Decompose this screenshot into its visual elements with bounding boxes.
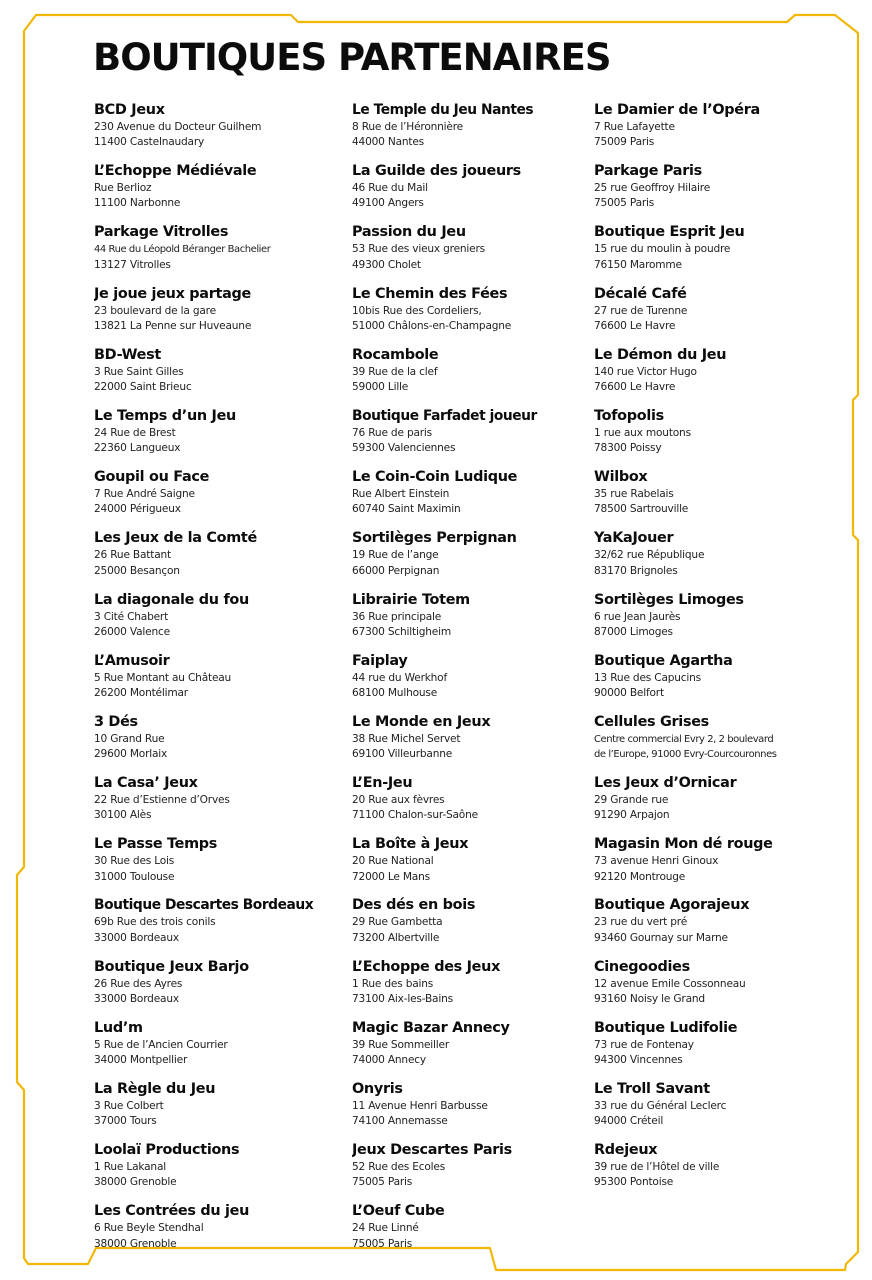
shop-entry (594, 591, 844, 652)
shop-address-street: Rue Berlioz (94, 182, 152, 195)
shop-entry (594, 346, 844, 407)
shop-address-street: 24 Rue Linné (352, 1222, 419, 1235)
shop-name: YaKaJouer (594, 530, 674, 547)
shop-name: Le Temps d’un Jeu (94, 407, 237, 424)
shop-entry (352, 835, 584, 896)
shop-entry (94, 591, 340, 652)
shop-name: Le Passe Temps (94, 836, 218, 853)
shop-address-street: 8 Rue de l’Héronnière (352, 121, 463, 133)
shop-address-street: 52 Rue des Ecoles (352, 1161, 446, 1174)
shop-entry (94, 713, 340, 774)
shop-address-street: 7 Rue Lafayette (594, 121, 675, 133)
shop-address-city: 11400 Castelnaudary (94, 136, 205, 149)
shop-address-street: 73 avenue Henri Ginoux (594, 855, 719, 868)
shop-name: Décalé Café (594, 285, 687, 302)
shop-entry (352, 1202, 584, 1263)
shop-entry (594, 223, 844, 284)
shop-address-city: de l’Europe, 91000 Evry-Courcouronnes (594, 749, 777, 761)
shop-address-city: 94000 Créteil (594, 1115, 664, 1128)
shop-address-street: 3 Cité Chabert (94, 610, 169, 623)
shop-address-street: 76 Rue de paris (352, 426, 432, 439)
shop-address-city: 26000 Valence (94, 625, 170, 638)
shop-entry (352, 958, 584, 1019)
shop-address-street: 15 rue du moulin à poudre (594, 243, 731, 256)
shop-name: La Règle du Jeu (94, 1081, 216, 1097)
shop-column-1 (94, 101, 340, 1264)
shop-address-city: 76600 Le Havre (594, 319, 676, 332)
shop-name: Boutique Jeux Barjo (94, 958, 249, 975)
shop-address-city: 92120 Montrouge (594, 870, 686, 883)
shop-address-street: 7 Rue André Saigne (94, 488, 195, 501)
shop-entry (594, 1080, 844, 1141)
shop-name: Tofopolis (594, 407, 664, 424)
shop-address-city: 49100 Angers (352, 197, 424, 210)
shop-address-street: 29 Grande rue (594, 794, 669, 807)
shop-address-city: 91290 Arpajon (594, 809, 670, 822)
shop-name: Boutique Farfadet joueur (352, 407, 537, 424)
shop-entry (94, 346, 340, 407)
shop-name: L’En-Jeu (352, 775, 413, 792)
shop-entry (94, 1080, 340, 1141)
shop-address-street: 13 Rue des Capucins (594, 671, 701, 684)
shop-address-street: 69b Rue des trois conils (94, 916, 216, 929)
shop-name: Sortilèges Perpignan (352, 530, 517, 547)
shop-entry (352, 1080, 584, 1141)
shop-address-city: 73200 Albertville (352, 931, 440, 944)
shop-name: Wilbox (594, 469, 648, 486)
shop-address-city: 60740 Saint Maximin (352, 503, 461, 516)
shop-address-street: 3 Rue Colbert (94, 1100, 164, 1112)
shop-address-street: 5 Rue Montant au Château (94, 671, 232, 684)
shop-address-city: 13821 La Penne sur Huveaune (94, 319, 252, 332)
shop-name: Goupil ou Face (94, 469, 210, 486)
shop-address-city: 59000 Lille (352, 381, 409, 394)
shop-name: Jeux Descartes Paris (352, 1142, 512, 1159)
shop-name: L’Echoppe Médiévale (94, 163, 257, 180)
shop-address-street: 44 rue du Werkhof (352, 671, 447, 684)
shop-name: Les Contrées du jeu (94, 1203, 250, 1220)
shop-address-city: 90000 Belfort (594, 686, 664, 699)
shop-address-street: 10 Grand Rue (94, 732, 165, 745)
shop-name: Boutique Ludifolie (594, 1019, 738, 1036)
shop-entry (94, 162, 340, 223)
shop-entry (94, 1141, 340, 1202)
shop-address-city: 31000 Toulouse (94, 870, 175, 883)
shop-name: Je joue jeux partage (94, 285, 251, 302)
shop-address-street: 20 Rue aux fèvres (352, 794, 445, 807)
shop-entry (594, 101, 844, 162)
shop-entry (94, 774, 340, 835)
shop-address-city: 75005 Paris (352, 1176, 413, 1189)
shop-entry (352, 591, 584, 652)
shop-name: Le Monde en Jeux (352, 713, 491, 730)
shop-address-city: 93460 Gournay sur Marne (594, 931, 728, 944)
shop-name: Lud’m (94, 1019, 143, 1036)
shop-entry (594, 713, 844, 774)
shop-address-street: 25 rue Geoffroy Hilaire (594, 182, 711, 195)
shop-entry (594, 835, 844, 896)
shop-entry (594, 1141, 844, 1202)
shop-address-city: 78300 Poissy (594, 442, 662, 455)
shop-entry (94, 652, 340, 713)
shop-entry (94, 285, 340, 346)
shop-name: L’Amusoir (94, 652, 170, 669)
shop-entry (352, 285, 584, 346)
shop-address-street: 23 rue du vert pré (594, 916, 688, 929)
shop-entry (94, 468, 340, 529)
shop-address-city: 93160 Noisy le Grand (594, 992, 705, 1005)
shop-name: Boutique Agartha (594, 652, 733, 669)
shop-entry (594, 285, 844, 346)
shop-address-city: 87000 Limoges (594, 625, 673, 638)
shop-address-city: 24000 Périgueux (94, 503, 181, 516)
shop-address-city: 37000 Tours (94, 1115, 157, 1128)
shop-address-city: 59300 Valenciennes (352, 442, 456, 455)
shop-address-street: 3 Rue Saint Gilles (94, 365, 184, 378)
shop-name: Boutique Agorajeux (594, 897, 750, 914)
shop-address-street: 44 Rue du Léopold Béranger Bachelier (94, 244, 271, 256)
shop-address-street: 20 Rue National (352, 855, 434, 868)
shop-name: L’Oeuf Cube (352, 1203, 445, 1220)
shop-address-street: 33 rue du Général Leclerc (594, 1100, 727, 1112)
shop-address-city: 49300 Cholet (352, 258, 421, 271)
shop-entry (94, 407, 340, 468)
shop-address-street: 22 Rue d’Estienne d’Orves (94, 794, 230, 807)
shop-address-street: 39 rue de l’Hôtel de ville (594, 1161, 720, 1174)
shop-entry (352, 774, 584, 835)
shop-name: Faiplay (352, 652, 408, 669)
shop-entry (94, 1019, 340, 1080)
shop-address-city: 78500 Sartrouville (594, 503, 689, 516)
shop-entry (94, 223, 340, 284)
shop-name: L’Echoppe des Jeux (352, 958, 501, 975)
shop-name: BD-West (94, 346, 161, 363)
shop-address-street: 12 avenue Emile Cossonneau (594, 977, 746, 990)
shop-address-city: 25000 Besançon (94, 564, 180, 577)
shop-address-street: 24 Rue de Brest (94, 426, 176, 439)
shop-column-2 (352, 101, 584, 1264)
shop-address-street: 140 rue Victor Hugo (594, 365, 697, 378)
shop-address-city: 75005 Paris (594, 197, 655, 210)
shop-address-city: 29600 Morlaix (94, 748, 168, 761)
shop-entry (352, 346, 584, 407)
shop-name: Librairie Totem (352, 591, 470, 608)
shop-address-street: 39 Rue de la clef (352, 365, 438, 378)
shop-entry (594, 652, 844, 713)
shop-address-street: 39 Rue Sommeiller (352, 1038, 449, 1051)
shop-entry (352, 1019, 584, 1080)
shop-name: Magasin Mon dé rouge (594, 836, 773, 853)
shop-address-city: 95300 Pontoise (594, 1176, 674, 1189)
shop-address-street: 23 boulevard de la gare (94, 304, 216, 317)
shop-entry (352, 652, 584, 713)
shop-name: Les Jeux d’Ornicar (594, 775, 737, 792)
shop-address-city: 94300 Vincennes (594, 1054, 683, 1067)
shop-address-street: 19 Rue de l’ange (352, 549, 439, 562)
shop-address-city: 44000 Nantes (352, 136, 424, 149)
shop-name: Onyris (352, 1081, 403, 1097)
shop-address-city: 69100 Villeurbanne (352, 748, 453, 761)
shop-entry (352, 529, 584, 590)
shop-name: Boutique Esprit Jeu (594, 224, 745, 241)
shop-name: Boutique Descartes Bordeaux (94, 897, 314, 914)
shop-address-city: 72000 Le Mans (352, 870, 430, 883)
shop-entry (352, 162, 584, 223)
shop-address-city: 22000 Saint Brieuc (94, 381, 192, 394)
shop-entry (352, 407, 584, 468)
shop-address-city: 68100 Mulhouse (352, 686, 438, 699)
shop-name: Le Chemin des Fées (352, 285, 508, 302)
shop-name: Cinegoodies (594, 958, 690, 975)
shop-address-street: 27 rue de Turenne (594, 304, 688, 317)
shop-entry (94, 1202, 340, 1263)
shop-address-street: 53 Rue des vieux greniers (352, 243, 485, 256)
shop-address-street: 32/62 rue République (594, 549, 705, 562)
shop-address-city: 75005 Paris (352, 1237, 413, 1250)
shop-name: La Guilde des joueurs (352, 163, 521, 180)
shop-name: La Casa’ Jeux (94, 775, 198, 792)
shop-name: Les Jeux de la Comté (94, 530, 257, 547)
shop-address-city: 38000 Grenoble (94, 1176, 177, 1189)
shop-address-street: 38 Rue Michel Servet (352, 732, 461, 745)
shop-name: Rocambole (352, 346, 439, 363)
shop-address-street: 1 Rue des bains (352, 977, 434, 990)
shop-address-city: 22360 Langueux (94, 442, 181, 455)
shop-name: Des dés en bois (352, 897, 476, 914)
shop-entry (352, 223, 584, 284)
shop-entry (594, 162, 844, 223)
shop-entry (352, 1141, 584, 1202)
shop-address-street: 35 rue Rabelais (594, 488, 674, 501)
shop-address-street: 6 Rue Beyle Stendhal (94, 1222, 204, 1235)
shop-entry (594, 1019, 844, 1080)
shop-entry (594, 407, 844, 468)
shop-name: Passion du Jeu (352, 224, 466, 241)
page-title: BOUTIQUES PARTENAIRES (93, 36, 611, 79)
shop-name: Sortilèges Limoges (594, 591, 744, 608)
shop-entry (94, 958, 340, 1019)
shop-address-city: 30100 Alès (94, 809, 152, 822)
shop-address-street: Rue Albert Einstein (352, 488, 450, 501)
shop-address-city: 33000 Bordeaux (94, 931, 179, 944)
shop-address-street: 230 Avenue du Docteur Guilhem (94, 121, 262, 133)
shop-address-city: 51000 Châlons-en-Champagne (352, 319, 512, 332)
shop-entry (594, 468, 844, 529)
shop-address-street: 5 Rue de l’Ancien Courrier (94, 1038, 228, 1051)
shop-name: Parkage Paris (594, 163, 702, 180)
shop-address-city: 33000 Bordeaux (94, 992, 179, 1005)
shop-address-street: 26 Rue des Ayres (94, 977, 183, 990)
shop-address-street: 6 rue Jean Jaurès (594, 610, 681, 623)
shop-address-city: 73100 Aix-les-Bains (352, 992, 453, 1005)
shop-entry (594, 774, 844, 835)
shop-entry (594, 896, 844, 957)
shop-entry (352, 896, 584, 957)
shop-address-street: 26 Rue Battant (94, 549, 171, 562)
shop-address-city: 76150 Maromme (594, 258, 682, 271)
shop-name: Le Damier de l’Opéra (594, 102, 760, 118)
shop-name: Le Coin-Coin Ludique (352, 469, 518, 486)
shop-address-street: 36 Rue principale (352, 610, 442, 623)
shop-name: Le Temple du Jeu Nantes (352, 102, 534, 118)
shop-address-city: 71100 Chalon-sur-Saône (352, 809, 478, 822)
shop-address-city: 76600 Le Havre (594, 381, 676, 394)
shop-entry (94, 835, 340, 896)
shop-address-city: 74100 Annemasse (352, 1115, 448, 1128)
shop-address-city: 26200 Montélimar (94, 686, 188, 699)
shop-entry (594, 529, 844, 590)
shop-address-city: 74000 Annecy (352, 1054, 426, 1067)
shop-address-city: 11100 Narbonne (94, 197, 181, 210)
shop-address-street: 1 Rue Lakanal (94, 1161, 166, 1174)
shop-address-street: 30 Rue des Lois (94, 855, 175, 868)
shop-column-3 (594, 101, 844, 1202)
shop-name: Rdejeux (594, 1142, 658, 1159)
shop-address-city: 83170 Brignoles (594, 564, 678, 577)
shop-address-city: 34000 Montpellier (94, 1054, 188, 1067)
shop-name: Magic Bazar Annecy (352, 1019, 510, 1036)
shop-address-city: 67300 Schiltigheim (352, 625, 451, 638)
shop-address-street: Centre commercial Evry 2, 2 boulevard (594, 733, 774, 745)
shop-name: La Boîte à Jeux (352, 836, 469, 853)
shop-entry (94, 896, 340, 957)
shop-entry (594, 958, 844, 1019)
shop-name: Le Démon du Jeu (594, 346, 727, 363)
shop-address-city: 38000 Grenoble (94, 1237, 177, 1250)
shop-entry (94, 101, 340, 162)
shop-entry (352, 713, 584, 774)
shop-address-street: 29 Rue Gambetta (352, 916, 443, 929)
shop-address-city: 66000 Perpignan (352, 564, 440, 577)
shop-address-street: 10bis Rue des Cordeliers, (352, 304, 482, 317)
shop-entry (352, 101, 584, 162)
shop-name: BCD Jeux (94, 102, 165, 118)
shop-address-city: 13127 Vitrolles (94, 258, 171, 271)
shop-entry (352, 468, 584, 529)
shop-address-street: 11 Avenue Henri Barbusse (352, 1100, 488, 1112)
shop-name: 3 Dés (94, 713, 138, 730)
shop-name: Le Troll Savant (594, 1081, 710, 1097)
shop-address-street: 1 rue aux moutons (594, 426, 691, 439)
shop-address-street: 46 Rue du Mail (352, 182, 428, 195)
shop-entry (94, 529, 340, 590)
shop-address-city: 75009 Paris (594, 136, 655, 149)
shop-name: Parkage Vitrolles (94, 224, 229, 241)
shop-name: Loolaï Productions (94, 1142, 240, 1159)
shop-address-street: 73 rue de Fontenay (594, 1038, 694, 1051)
shop-name: Cellules Grises (594, 713, 709, 730)
shop-name: La diagonale du fou (94, 591, 249, 608)
